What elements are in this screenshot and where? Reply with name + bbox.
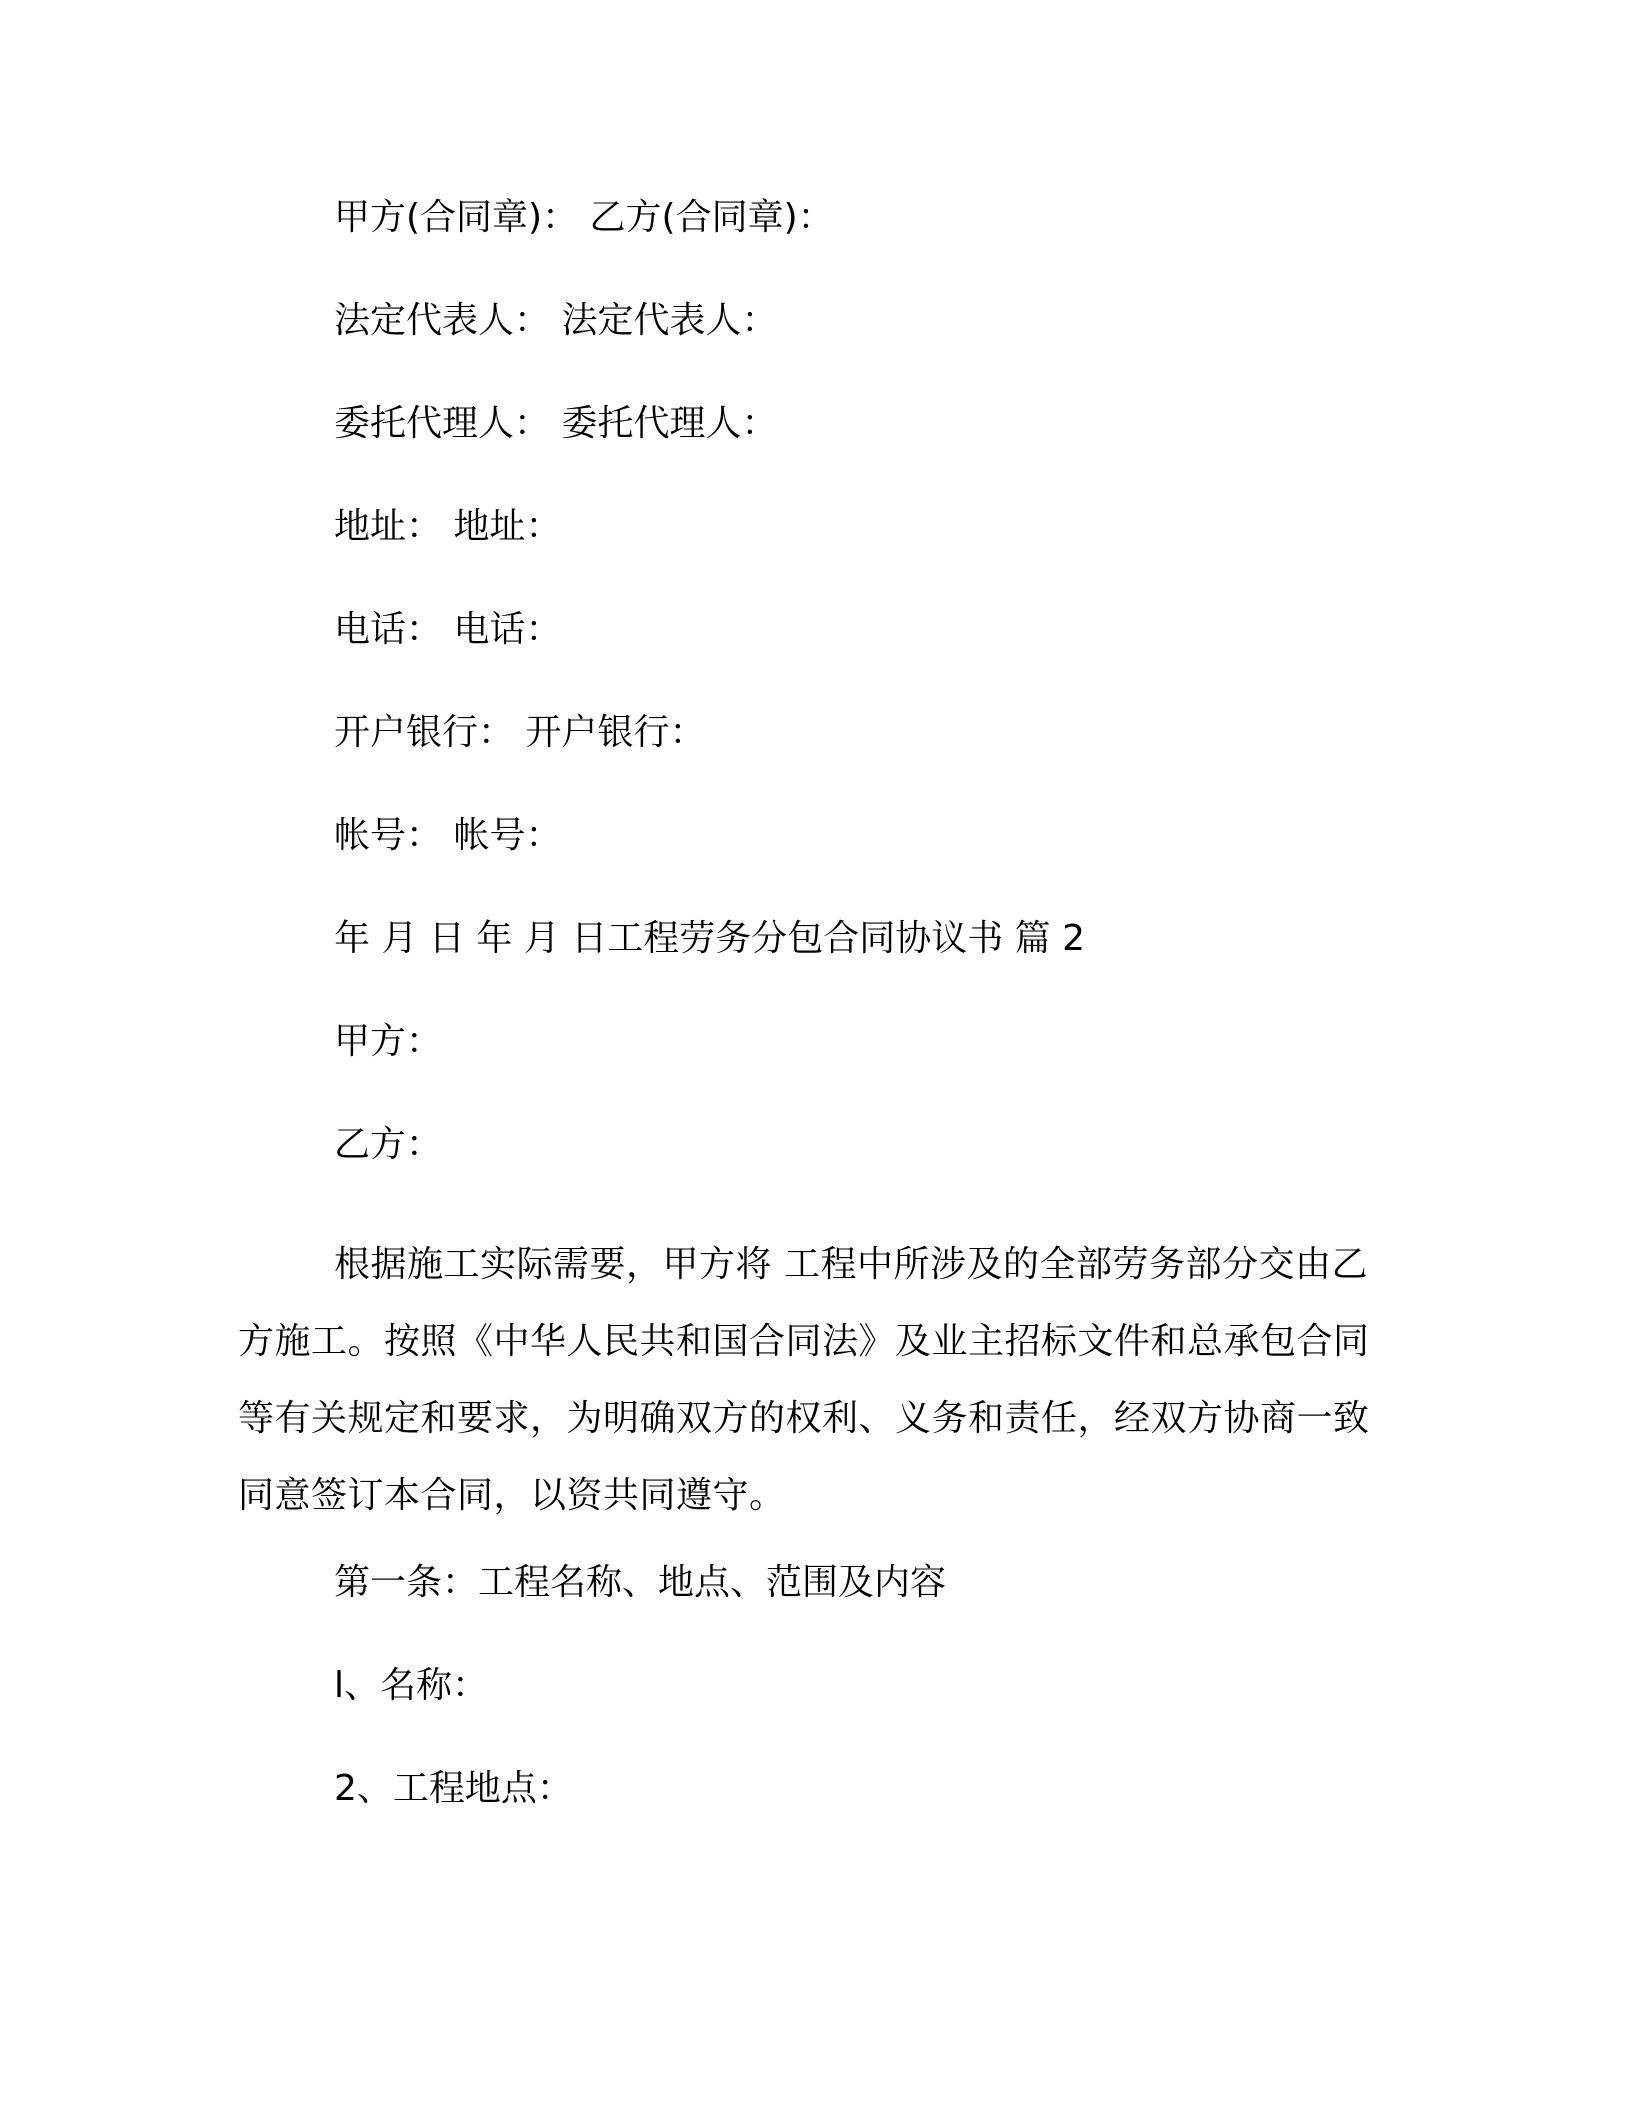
party-seal-line: 甲方(合同章)： 乙方(合同章)： bbox=[334, 197, 834, 238]
item-1-name: l、名称： bbox=[334, 1665, 489, 1706]
address-line: 地址： 地址： bbox=[334, 506, 562, 547]
contract-intro-paragraph: 根据施工实际需要，甲方将 工程中所涉及的全部劳务部分交由乙方施工。按照《中华人民共和国合同法》及业主招标文件和总承包合同等有关规定和要求，为明确双方的权利、义务和责任，经双方协商一致同意签订本合同，以资共同遵守。 bbox=[238, 1244, 1370, 1516]
authorized-agent-line: 委托代理人： 委托代理人： bbox=[334, 403, 778, 444]
party-a-line: 甲方： bbox=[334, 1021, 443, 1062]
account-line: 帐号： 帐号： bbox=[334, 815, 562, 856]
legal-representative-line: 法定代表人： 法定代表人： bbox=[334, 300, 778, 341]
article-1-title: 第一条：工程名称、地点、范围及内容 bbox=[334, 1562, 947, 1603]
item-2-location: 2、工程地点： bbox=[334, 1768, 573, 1809]
phone-line: 电话： 电话： bbox=[334, 609, 562, 650]
party-b-line: 乙方： bbox=[334, 1124, 443, 1165]
date-title-line: 年 月 日 年 月 日工程劳务分包合同协议书 篇 2 bbox=[334, 918, 1086, 959]
bank-line: 开户银行： 开户银行： bbox=[334, 712, 706, 753]
